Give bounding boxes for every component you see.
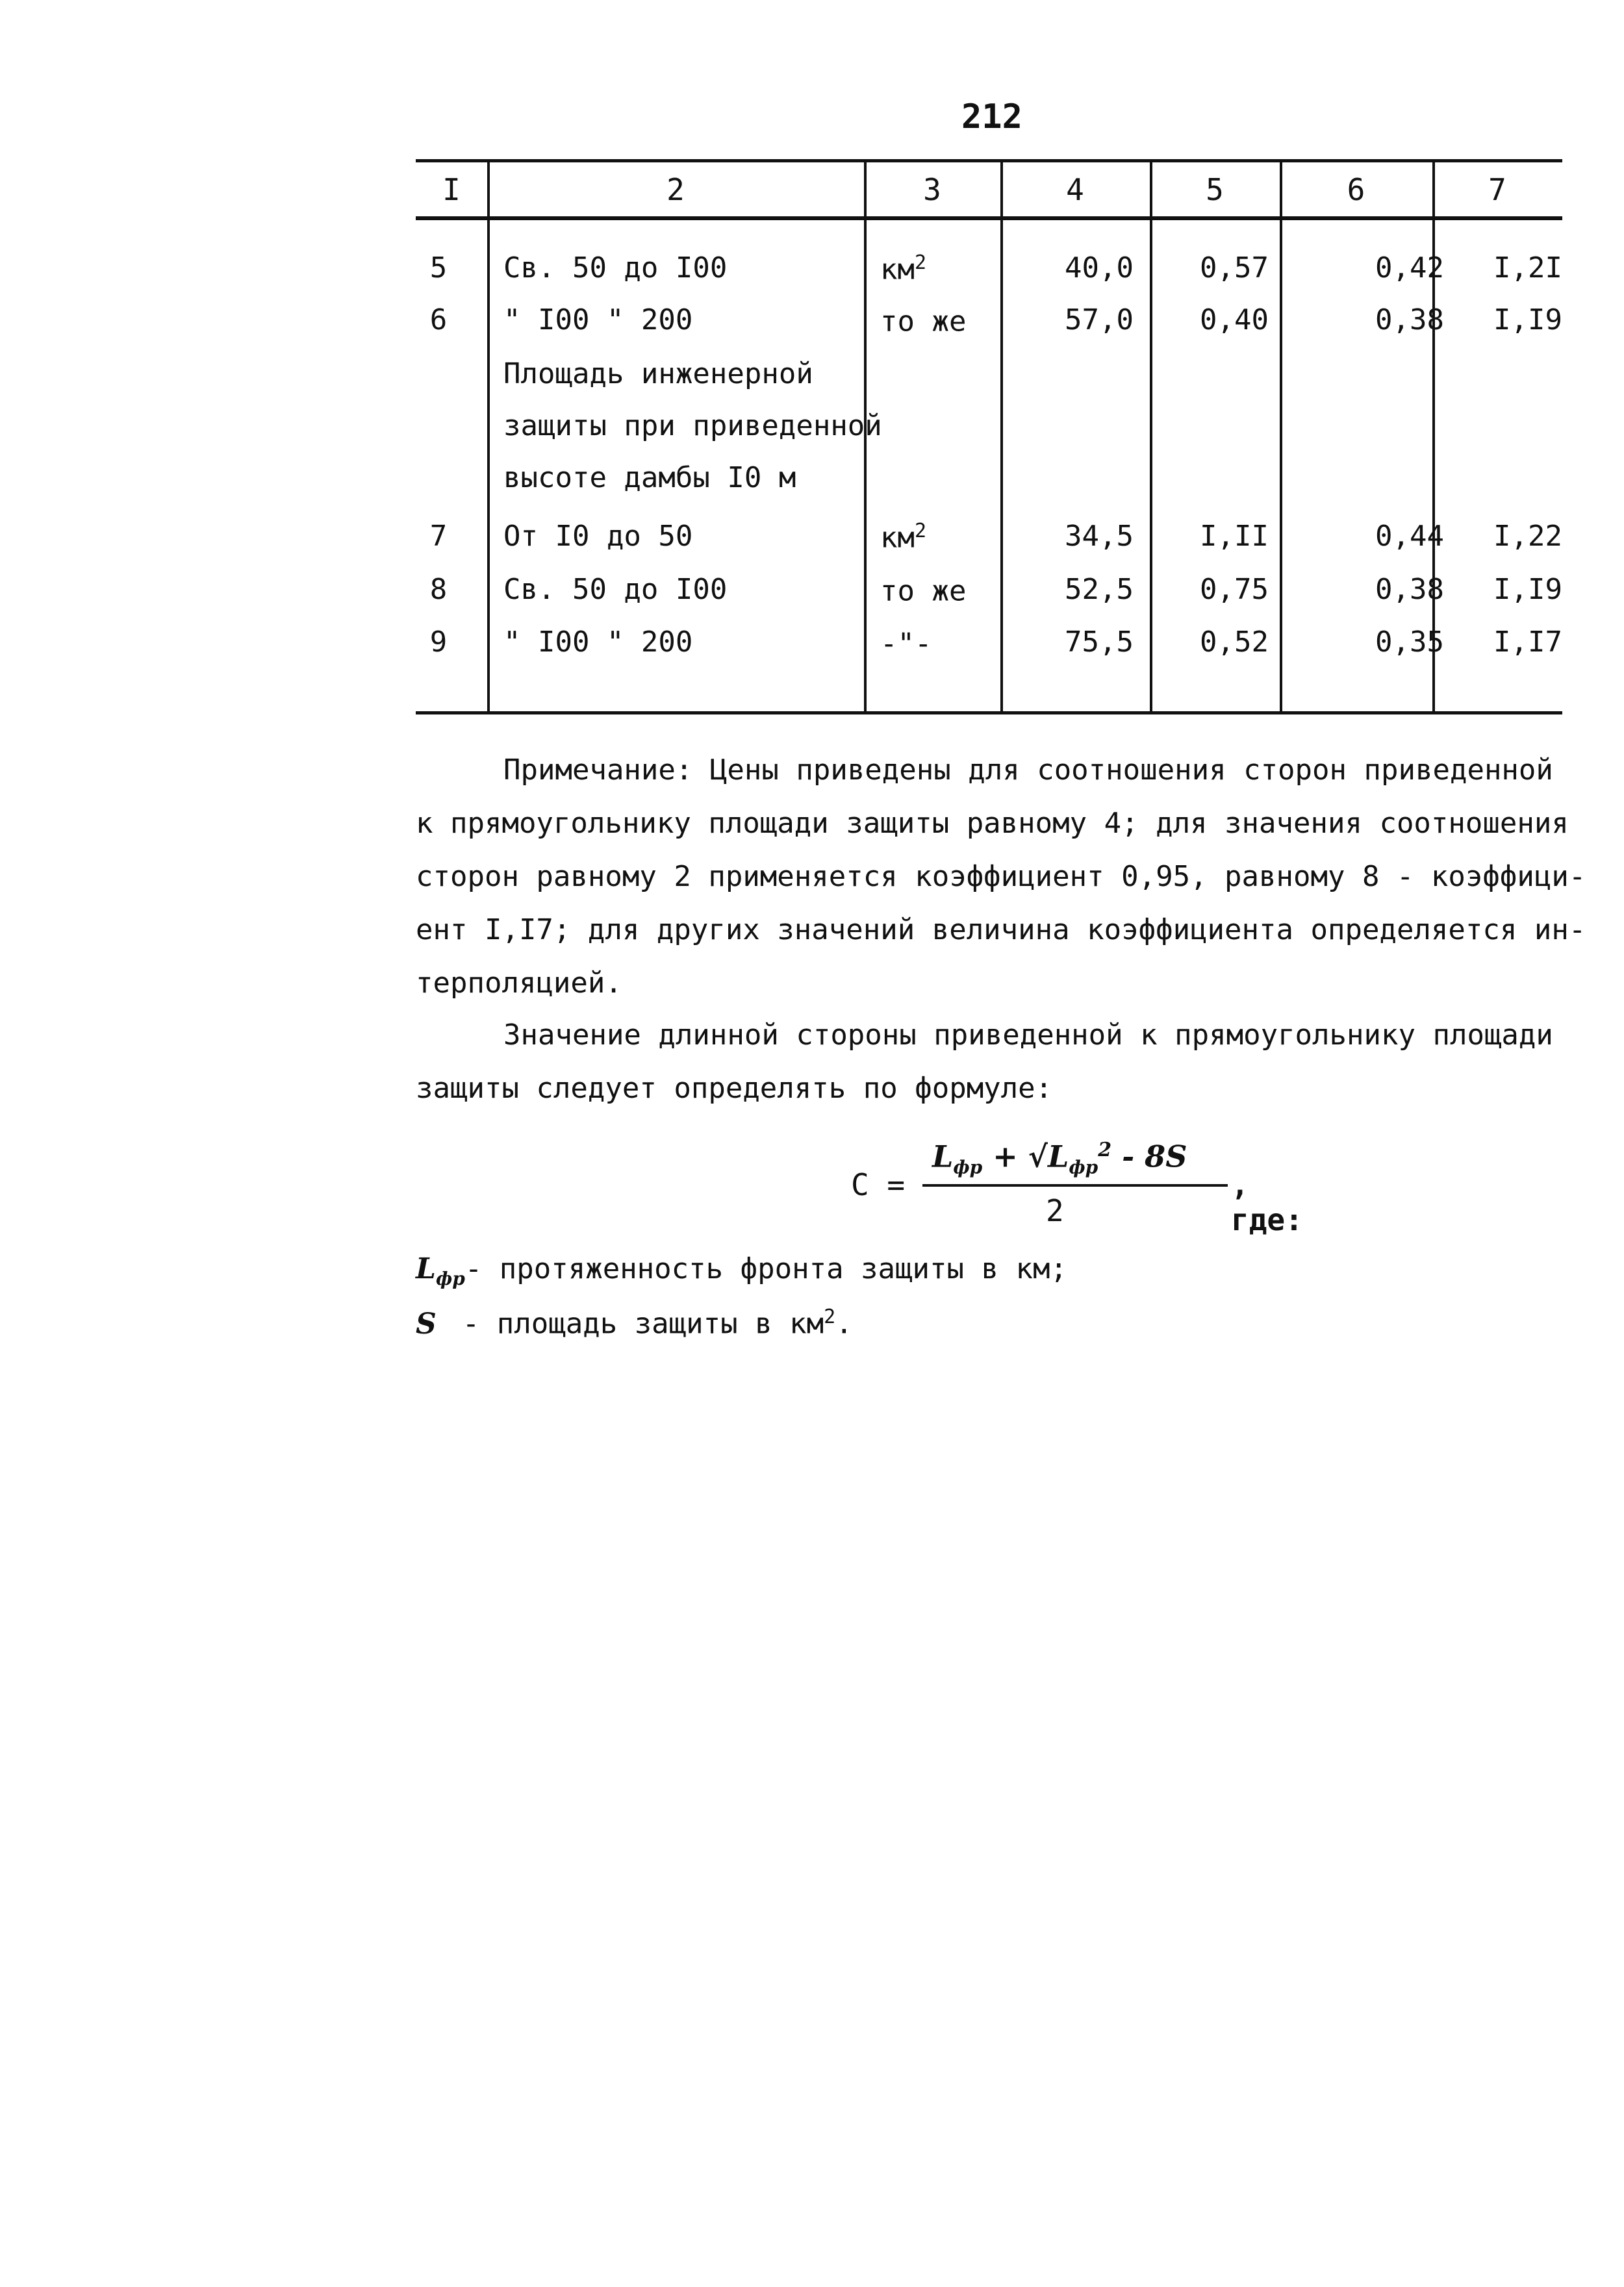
definition-symbol: S — [416, 1307, 437, 1341]
row-col6: 0,44 — [1375, 520, 1444, 553]
row-col6: 0,38 — [1375, 573, 1444, 606]
note-line: ент I,I7; для других значений величина коэффициента определяется ин- — [416, 913, 1586, 946]
row-col4: 40,0 — [1065, 251, 1134, 284]
row-number: 8 — [429, 573, 448, 606]
section-heading-line: Площадь инженерной — [503, 357, 813, 390]
row-col6: 0,35 — [1375, 625, 1444, 659]
note-line: Примечание: Цены приведены для соотношения сторон приведенной — [503, 753, 1553, 787]
price-table — [416, 159, 1562, 714]
row-number: 7 — [429, 520, 448, 553]
row-col5: 0,57 — [1200, 251, 1269, 284]
row-name: " I00 " 200 — [503, 625, 693, 659]
section-heading-line: высоте дамбы I0 м — [503, 461, 796, 494]
row-col7: I,I9 — [1493, 573, 1562, 606]
row-col7: I,2I — [1493, 251, 1562, 284]
definition-line: S - площадь защиты в $км^2$. — [416, 1306, 853, 1341]
row-col5: 0,40 — [1200, 303, 1269, 336]
formula-denominator: 2 — [1046, 1193, 1064, 1228]
row-col7: I,I9 — [1493, 303, 1562, 336]
row-name: Св. 50 до I00 — [503, 573, 728, 606]
col-divider-4 — [1150, 159, 1152, 711]
table-bottom-rule — [416, 711, 1562, 714]
col-header-3: 3 — [923, 172, 941, 207]
formula-numerator: $L_{фр} + √L_{фр}^2 - 8S$ — [932, 1139, 1187, 1178]
note-line: сторон равному 2 применяется коэффициент 0,95, равному 8 - коэффици- — [416, 860, 1586, 893]
row-col5: I,II — [1200, 520, 1269, 553]
row-col5: 0,75 — [1200, 573, 1269, 606]
row-col4: 34,5 — [1065, 520, 1134, 553]
row-col6: 0,42 — [1375, 251, 1444, 284]
row-unit: то же — [880, 305, 967, 338]
row-name: От I0 до 50 — [503, 520, 693, 553]
fraction-bar — [922, 1184, 1228, 1187]
definition-text: - площадь защиты в км — [462, 1307, 824, 1341]
paragraph-line: защиты следует определять по формуле: — [416, 1072, 1053, 1105]
row-number: 6 — [429, 303, 448, 336]
note-line: к прямоугольнику площади защиты равному 4; для значения соотношения — [416, 807, 1569, 840]
row-unit: то же — [880, 574, 967, 608]
row-col6: 0,38 — [1375, 303, 1444, 336]
formula — [851, 1133, 1319, 1237]
paragraph-line: Значение длинной стороны приведенной к прямоугольнику площади — [503, 1018, 1553, 1052]
definition-symbol: L — [416, 1252, 436, 1285]
table-header-rule — [416, 216, 1562, 220]
table-top-rule — [416, 159, 1562, 162]
row-col4: 52,5 — [1065, 573, 1134, 606]
row-col4: 75,5 — [1065, 625, 1134, 659]
col-divider-1 — [487, 159, 490, 711]
formula-lhs: С = — [851, 1167, 906, 1202]
col-header-4: 4 — [1066, 172, 1084, 207]
row-col4: 57,0 — [1065, 303, 1134, 336]
definition-text: - протяженность фронта защиты в км; — [464, 1252, 1067, 1285]
row-unit: -"- — [880, 627, 932, 661]
col-header-5: 5 — [1206, 172, 1224, 207]
col-header-1: I — [442, 172, 461, 207]
row-col7: I,I7 — [1493, 625, 1562, 659]
col-header-7: 7 — [1488, 172, 1506, 207]
note-line: терполяцией. — [416, 967, 622, 1000]
section-heading-line: защиты при приведенной — [503, 409, 882, 442]
row-col7: I,22 — [1493, 520, 1562, 553]
row-name: " I00 " 200 — [503, 303, 693, 336]
formula-where: , где: — [1231, 1167, 1303, 1237]
col-divider-3 — [1000, 159, 1003, 711]
col-header-2: 2 — [666, 172, 685, 207]
definition-line: $L_{фр}-$ протяженность фронта защиты в км; — [416, 1252, 1067, 1289]
row-number: 5 — [429, 251, 448, 284]
row-col5: 0,52 — [1200, 625, 1269, 659]
page-number: 212 — [961, 97, 1022, 136]
col-header-6: 6 — [1347, 172, 1365, 207]
row-unit: $км^2$ — [880, 520, 927, 555]
row-name: Св. 50 до I00 — [503, 251, 728, 284]
row-unit: $км^2$ — [880, 251, 927, 286]
row-number: 9 — [429, 625, 448, 659]
